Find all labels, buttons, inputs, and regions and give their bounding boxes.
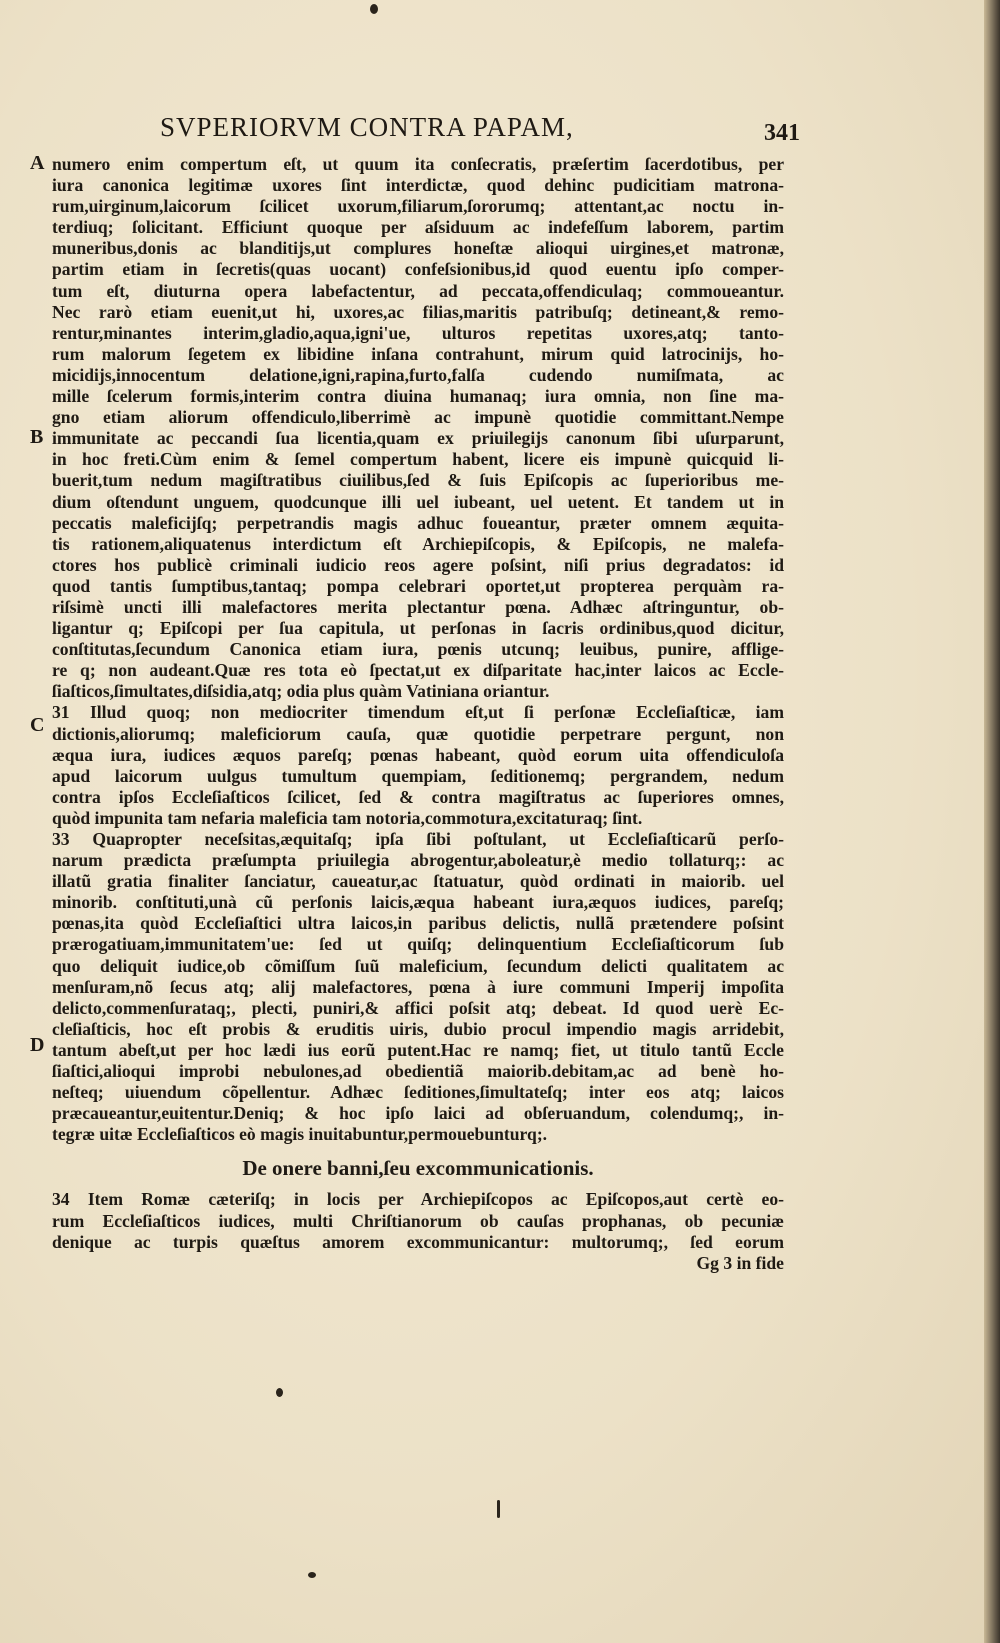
text-line: iura canonica legitimæ uxores ſint interdictæ, quod dehinc pudicitiam matrona- bbox=[52, 175, 784, 196]
text-line: rum,uirginum,laicorum ſcilicet uxorum,filiarum,ſororumq; attentant,ac noctu in- bbox=[52, 196, 784, 217]
text-line: narum prædicta præſumpta priuilegia abrogentur,aboleatur,è medio tollaturq;: ac bbox=[52, 850, 784, 871]
text-line: dictionis,aliorumq; maleficiorum cauſa, quæ quotidie perpetrare pergunt, non bbox=[52, 723, 784, 744]
text-line: quod tantis ſumptibus,tantaq; pompa celebrari oportet,ut propterea perquàm ra- bbox=[52, 575, 784, 596]
text-line: rum Eccleſiaſticos iudices, multi Chriſtianorum ob cauſas prophanas, ob pecuniæ bbox=[52, 1210, 784, 1231]
text-line: Nec rarò etiam euenit,ut hi, uxores,ac filias,maritis patribuſq; detineant,& remo- bbox=[52, 301, 784, 322]
text-line: denique ac turpis quæſtus amorem excommunicantur: multorumq;, ſed eorum bbox=[52, 1231, 784, 1252]
text-line: quo deliquit iudice,ob cõmiſſum ſuũ maleficium, ſecundum delicti qualitatem ac bbox=[52, 955, 784, 976]
text-line: dium oſtendunt unguem, quodcunque illi uel iubeant, uel uetent. Et tandem ut in bbox=[52, 491, 784, 512]
ink-speck bbox=[370, 4, 378, 14]
section-heading: De onere banni,ſeu excommunicationis. bbox=[242, 1156, 594, 1181]
text-line: re q; non audeant.Quæ res tota eò ſpectat,ut ex diſparitate hac,inter laicos ac Eccle- bbox=[52, 660, 784, 681]
ink-speck bbox=[276, 1388, 283, 1397]
text-line: 33 Quapropter neceſsitas,æquitaſq; ipſa ſibi poſtulant, ut Eccleſiaſticarũ perſo- bbox=[52, 829, 784, 849]
signature-catchword: Gg 3 in fide bbox=[696, 1252, 784, 1273]
text-line: ſiaſticos,ſimultates,diſsidia,atq; odia plus quàm Vatiniana oriantur. bbox=[52, 681, 550, 702]
text-line: gno etiam aliorum offendiculo,liberrimè ac impunè quotidie committant.Nempe bbox=[52, 407, 784, 428]
text-line: conſtitutas,ſecundum Canonica etiam iura, pœnis utcunq; leuibus, punire, afflige- bbox=[52, 639, 784, 660]
text-line: apud laicorum uulgus tumultum quempiam, ſeditionemq; pergrandem, nedum bbox=[52, 765, 784, 786]
text-line: ſiaſtici,alioqui improbi nebulones,ad obedientiã maiorib.debitam,ac ad benè ho- bbox=[52, 1061, 784, 1082]
margin-mark-a: A bbox=[30, 152, 45, 174]
text-line: prærogatiuam,immunitatem'ue: ſed ut quiſq; delinquentium Eccleſiaſticorum ſub bbox=[52, 934, 784, 955]
text-line: 31 Illud quoq; non mediocriter timendum eſt,ut ſi perſonæ Eccleſiaſticæ, iam bbox=[52, 702, 784, 723]
text-line: buerit,tum nedum magiſtratibus ciuilibus,ſed & ſuis Epiſcopis ac ſuperioribus me- bbox=[52, 470, 784, 491]
text-line: contra ipſos Eccleſiaſticos ſcilicet, ſed & contra magiſtratus ac ſuperiores omnes, bbox=[52, 786, 784, 807]
running-title: SVPERIORVM CONTRA PAPAM, bbox=[160, 112, 574, 142]
text-line: æqua iura, iudices æquos pareſq; pœnas habeant, quòd eorum uita offendiculoſa bbox=[52, 744, 784, 765]
text-line: 34 Item Romæ cæteriſq; in locis per Archiepiſcopos ac Epiſcopos,aut certè eo- bbox=[52, 1189, 784, 1210]
text-line: pœnas,ita quòd Eccleſiaſtici ultra laicos,in paribus delictis, nullã prætendere poſsint bbox=[52, 913, 784, 934]
text-line: ctores hos publicè criminali iudicio reos agere poſsint, niſi prius degradatos: id bbox=[52, 554, 784, 575]
ink-speck bbox=[308, 1572, 316, 1578]
text-line: rum malorum ſegetem ex libidine inſana contrahunt, mirum quid latrocinijs, ho- bbox=[52, 343, 784, 364]
text-line: in hoc freti.Cùm enim & ſemel compertum habent, licere eis impunè quicquid li- bbox=[52, 449, 784, 470]
text-line: micidijs,innocentum delatione,igni,rapina,furto,falſa cudendo numiſmata, ac bbox=[52, 364, 784, 385]
text-line: ligantur q; Epiſcopi per ſua capitula, ut perſonas in ſacris ordinibus,quod dicitur, bbox=[52, 618, 784, 639]
ink-speck bbox=[497, 1500, 500, 1518]
margin-mark-b: B bbox=[30, 426, 44, 448]
text-line: menſuram,nõ ſecus atq; alij malefactores, pœna à iure communi Imperij impoſita bbox=[52, 976, 784, 997]
text-line: partim etiam in ſecretis(quas uocant) confeſsionibus,id quod euentu ipſo comper- bbox=[52, 259, 784, 280]
text-line: muneribus,donis ac blanditijs,ut complures honeſtæ alioqui uirgines,et matronæ, bbox=[52, 238, 784, 259]
text-line: rentur,minantes interim,gladio,aqua,igni'ue, ulturos repetitas uxores,atq; tanto- bbox=[52, 322, 784, 343]
text-line: tegræ uitæ Eccleſiaſticos eò magis inuitabuntur,permouebunturq;. bbox=[52, 1124, 548, 1145]
body-text bbox=[52, 154, 784, 1274]
text-line: terdiuq; ſolicitant. Efficiunt quoque per aſsiduum ac indefeſſum laborem, partim bbox=[52, 217, 784, 238]
text-line: illatũ gratia finaliter ſanciatur, caueatur,ac ſtatuatur, quòd ordinati in maiorib. uel bbox=[52, 871, 784, 892]
text-line: riſsimè uncti illi malefactores merita plectantur pœna. Adhæc aſtringuntur, ob- bbox=[52, 596, 784, 617]
text-line: quòd impunita tam nefaria maleficia tam notoria,commotura,excitaturaq; ſint. bbox=[52, 807, 643, 828]
text-line: tum eſt, diuturna opera labefactentur, ad peccata,offendiculaq; commoueantur. bbox=[52, 280, 784, 301]
text-line: tantum abeſt,ut per hoc lædi ius eorũ putent.Hac re namq; fiet, ut titulo tantũ Eccle bbox=[52, 1039, 784, 1060]
text-line: cleſiaſticis, hoc eſt probis & eruditis uiris, dubio procul impendio magis arridebit, bbox=[52, 1018, 784, 1039]
text-line: præcaueantur,euitentur.Deniq; & hoc ipſo laici ad obſeruandum, colendumq;, in- bbox=[52, 1103, 784, 1124]
text-line: peccatis maleficijſq; perpetrandis magis adhuc foueantur, præter omnem æquita- bbox=[52, 512, 784, 533]
text-line: immunitate ac peccandi ſua licentia,quam ex priuilegijs canonum ſibi uſurparunt, bbox=[52, 428, 784, 449]
margin-mark-c: C bbox=[30, 714, 45, 736]
page-header bbox=[150, 112, 800, 148]
margin-mark-d: D bbox=[30, 1034, 45, 1056]
book-spine-edge bbox=[984, 0, 1000, 1643]
text-line: numero enim compertum eſt, ut quum ita conſecratis, præſertim ſacerdotibus, per bbox=[52, 154, 784, 174]
text-line: tis rationem,aliquatenus interdictum eſt Archiepiſcopis, & Epiſcopis, ne malefa- bbox=[52, 533, 784, 554]
text-line: minorib. conſtituti,unà cũ perſonis laicis,æqua habeant iura,æquos iudices, pareſq; bbox=[52, 892, 784, 913]
page-number: 341 bbox=[764, 120, 800, 146]
text-line: delicto,commenſurataq;, plecti, puniri,& affici poſsit atq; debeat. Id quod uerè Ec- bbox=[52, 997, 784, 1018]
text-line: mille ſcelerum formis,interim contra diuina humanaq; iura omnia, non ſine ma- bbox=[52, 386, 784, 407]
text-line: neſteq; uiuendum cõpellentur. Adhæc ſeditiones,ſimultateſq; inter eos atq; laicos bbox=[52, 1082, 784, 1103]
